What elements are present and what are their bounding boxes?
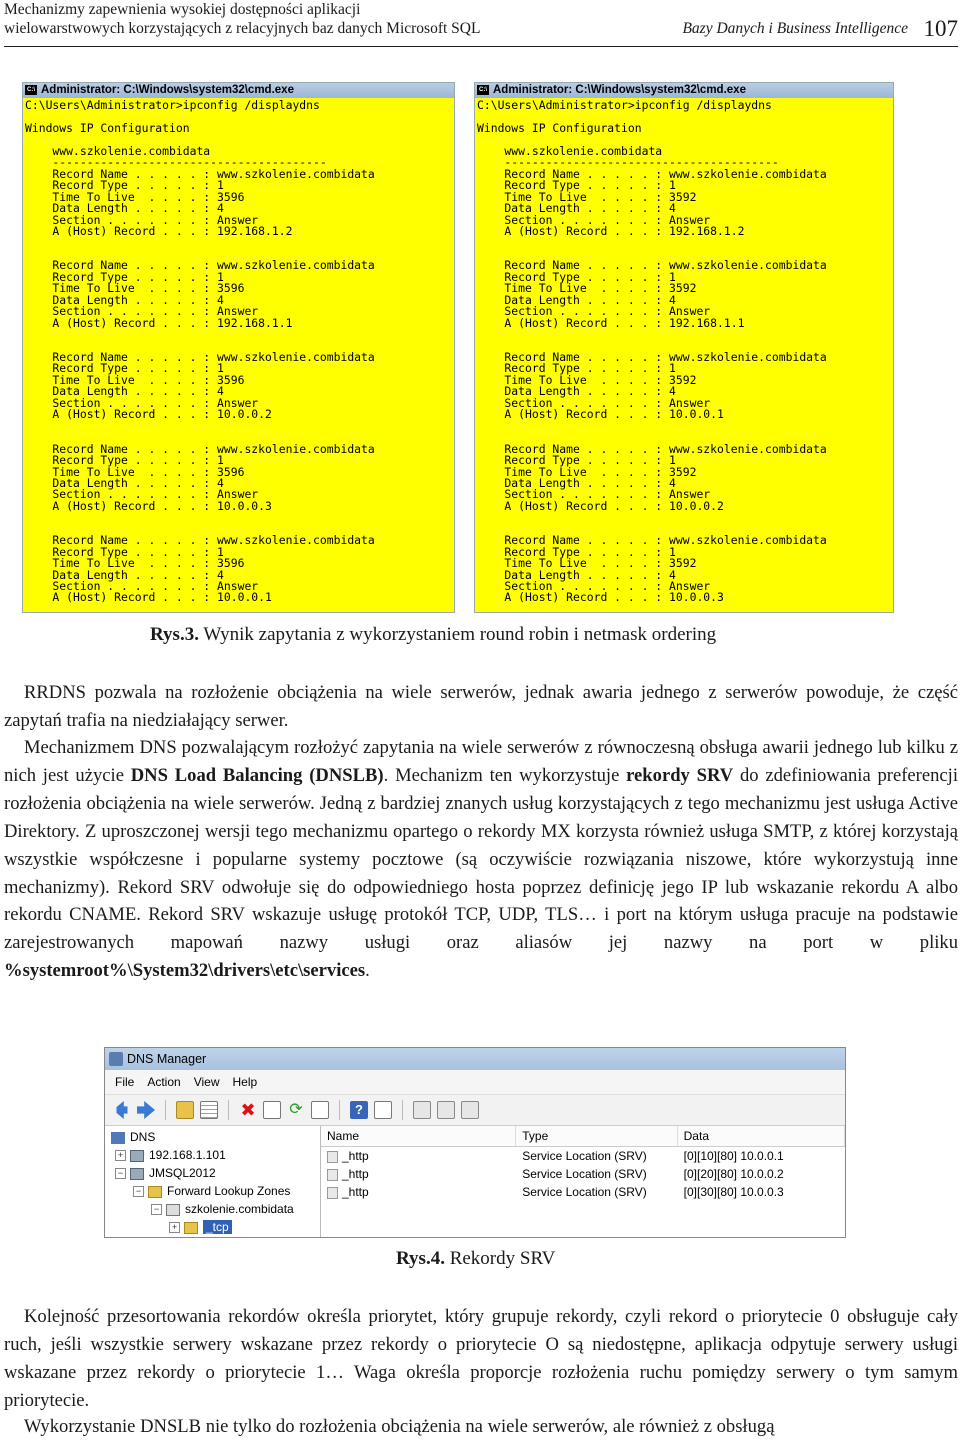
record-type: Service Location (SRV) [522, 1167, 647, 1181]
header-title-line1: Mechanizmy zapewnienia wysokiej dostępności aplikacji [4, 1, 361, 18]
column-name[interactable]: Name [321, 1126, 516, 1146]
paragraph-priority: Kolejność przesortowania rekordów określa priorytet, który grupuje rekordy, czyli rekord o priorytecie 0 obsługuje cały ruch, jeśli wszystkie serwery wskazane przez rekordy o priorytecie O są niedostępne, aplikacja odpytuje serwery usługi wskazane przez rekordy o priorytecie 1… Waga określa proporcje rozłożenia ruchu pomiędzy serwery o tym samym priorytecie. [4, 1306, 958, 1411]
menu-view[interactable]: View [193, 1075, 220, 1089]
dns-icon [111, 1132, 125, 1144]
paragraph-text: Mechanizmem DNS pozwalającym rozłożyć zapytania na wiele serwerów z równoczesną obsługa awarii jednego lub kilku z nich jest użycie [4, 737, 958, 786]
cmd-icon: C:\ [479, 87, 487, 93]
record-type: Service Location (SRV) [522, 1185, 647, 1199]
content-panes [105, 1126, 845, 1237]
cmd-title-bar [23, 83, 454, 98]
dns-manager-title: DNS Manager [127, 1052, 207, 1066]
paragraph-text: . [365, 960, 370, 982]
expand-icon[interactable]: + [115, 1150, 126, 1161]
tree-item-tcp[interactable] [169, 1218, 232, 1236]
cmd-output: C:\Users\Administrator>ipconfig /displaydns Windows IP Configuration www.szkolenie.combidata ---------------------------------------- Record Name . . . . . : www.szkolenie.combidata Record Type . . . . . : 1 Time To Live . . . . : 3596 Data Length . . . . . : 4 Section . . . . . . . : Answer A (Host) Record . . . : 192.168.1.2 Record Name . . . . . : www.szkolenie.combidata Record Type . . . . . : 1 Time To Live . . . . : 3596 Data Length . . . . . : 4 Section . . . . . . . : Answer A (Host) Record . . . : 192.168.1.1 Record Name . . . . . : www.szkolenie.combidata Record Type . . . . . : 1 Time To Live . . . . : 3596 Data Length . . . . . : 4 Section . . . . . . . : Answer A (Host) Record . . . : 10.0.0.2 Record Name . . . . . : www.szkolenie.combidata Record Type . . . . . : 1 Time To Live . . . . : 3596 Data Length . . . . . : 4 Section . . . . . . . : Answer A (Host) Record . . . : 10.0.0.3 Record Name . . . . . : www.szkolenie.combidata Record Type . . . . . : 1 Time To Live . . . . : 3596 Data Length . . . . . : 4 Section . . . . . . . : Answer A (Host) Record . . . : 10.0.0.1 [25, 98, 375, 605]
properties-icon[interactable] [263, 1101, 281, 1119]
cmd-output: C:\Users\Administrator>ipconfig /displaydns Windows IP Configuration www.szkolenie.combidata ---------------------------------------- Record Name . . . . . : www.szkolenie.combidata Record Type . . . . . : 1 Time To Live . . . . : 3592 Data Length . . . . . : 4 Section . . . . . . . : Answer A (Host) Record . . . : 192.168.1.2 Record Name . . . . . : www.szkolenie.combidata Record Type . . . . . : 1 Time To Live . . . . : 3592 Data Length . . . . . : 4 Section . . . . . . . : Answer A (Host) Record . . . : 192.168.1.1 Record Name . . . . . : www.szkolenie.combidata Record Type . . . . . : 1 Time To Live . . . . : 3592 Data Length . . . . . : 4 Section . . . . . . . : Answer A (Host) Record . . . : 10.0.0.1 Record Name . . . . . : www.szkolenie.combidata Record Type . . . . . : 1 Time To Live . . . . : 3592 Data Length . . . . . : 4 Section . . . . . . . : Answer A (Host) Record . . . : 10.0.0.2 Record Name . . . . . : www.szkolenie.combidata Record Type . . . . . : 1 Time To Live . . . . : 3592 Data Length . . . . . : 4 Section . . . . . . . : Answer A (Host) Record . . . : 10.0.0.3 [477, 98, 827, 605]
toolbar-separator [165, 1100, 166, 1120]
record-icon [327, 1169, 338, 1181]
toolbar-separator [339, 1100, 340, 1120]
folder-icon [148, 1186, 162, 1198]
tree-label: szkolenie.combidata [185, 1202, 294, 1216]
tree-item-zone[interactable] [151, 1200, 294, 1218]
column-type[interactable]: Type [516, 1126, 677, 1146]
services-path: %systemroot%\System32\drivers\etc\services [4, 960, 366, 982]
record-icon [327, 1151, 338, 1163]
caption-label: Rys.3. [150, 624, 199, 645]
collapse-icon[interactable]: − [115, 1168, 126, 1179]
expand-icon[interactable]: + [169, 1222, 180, 1233]
term-dnslb: DNS Load Balancing (DNSLB) [130, 764, 384, 786]
list-item[interactable] [321, 1165, 845, 1183]
menu-action[interactable]: Action [147, 1075, 181, 1089]
record-type: Service Location (SRV) [522, 1149, 647, 1163]
record-data: [0][30][80] 10.0.0.3 [683, 1185, 784, 1199]
page-number: 107 [923, 16, 958, 41]
tree-label: 192.168.1.101 [149, 1148, 226, 1162]
caption-label: Rys.4. [396, 1248, 445, 1269]
toolbar [105, 1095, 845, 1126]
term-srv: rekordy SRV [626, 764, 734, 786]
server-icon [130, 1168, 144, 1180]
export-list-icon[interactable] [311, 1101, 329, 1119]
toolbar-separator [402, 1100, 403, 1120]
records-list [321, 1126, 845, 1237]
paragraph-rrdns: RRDNS pozwala na rozłożenie obciążenia na wiele serwerów, jednak awaria jednego z serwerów powoduje, że część zapytań trafia na niedziałający serwer. [4, 682, 958, 731]
column-data[interactable]: Data [678, 1126, 845, 1146]
record-icon [327, 1187, 338, 1199]
list-item[interactable] [321, 1147, 845, 1165]
header-title [4, 0, 480, 38]
figure-caption-3 [150, 624, 716, 646]
console-tree [105, 1126, 321, 1237]
menu-help[interactable]: Help [232, 1075, 258, 1089]
paragraph-text: do zdefiniowania preferencji rozłożenia obciążenia na wiele serwerów. Jedną z bardziej znanych usług korzystających z tego mechanizmu jest usługa Active Direktory. Z uproszczonej wersji tego mechanizmu opartego o rekordy MX korzysta również usługa SMTP, z której korzystają wszystkie współczesne i popularne systemy pocztowe (są oczywiście rozwiązania niszowe, które wykorzystują inne mechanizmy). Rekord SRV odwołuje się do odpowiedniego hosta poprzez definicję jego IP lub wskazanie rekordu A albo rekordu CNAME. Rekord SRV wskazuje usługę protokół TCP, UDP, TLS… i port na którym usługa pracuje na podstawie zarejestrowanych mapowań nazwy usługi oraz aliasów jej nazwy na port w pliku [4, 764, 959, 954]
tree-label: JMSQL2012 [149, 1166, 216, 1180]
back-icon[interactable] [113, 1101, 131, 1119]
paragraph-text: . Mechanizm ten wykorzystuje [383, 764, 627, 786]
tree-label: Forward Lookup Zones [167, 1184, 291, 1198]
cmd-window-right [474, 82, 894, 613]
caption-text: Rekordy SRV [444, 1248, 556, 1269]
record-data: [0][20][80] 10.0.0.2 [683, 1167, 784, 1181]
list-header [321, 1126, 845, 1147]
cmd-title-bar [475, 83, 893, 98]
record-data: [0][10][80] 10.0.0.1 [683, 1149, 784, 1163]
server-icon [130, 1150, 144, 1162]
collapse-icon[interactable]: − [151, 1204, 162, 1215]
menu-file[interactable]: File [115, 1075, 135, 1089]
help-icon[interactable]: ? [350, 1101, 368, 1119]
action-pane-icon[interactable] [374, 1101, 392, 1119]
dns-manager-title-bar [105, 1048, 845, 1070]
refresh-icon[interactable]: ⟳ [289, 1101, 303, 1118]
record-icon[interactable] [437, 1101, 455, 1119]
zone-icon [166, 1204, 180, 1216]
journal-name: Bazy Danych i Business Intelligence [682, 20, 908, 37]
paragraph-dnslb [4, 734, 958, 985]
cmd-window-left [22, 82, 455, 613]
cmd-title-text: Administrator: C:\Windows\system32\cmd.exe [41, 84, 294, 96]
folder-icon [184, 1222, 198, 1234]
header-divider [4, 46, 958, 47]
forward-icon[interactable] [137, 1101, 155, 1119]
figure-caption-4 [396, 1248, 555, 1270]
toolbar-separator [228, 1100, 229, 1120]
tree-label-selected: _tcp [203, 1220, 232, 1234]
tree-item-jmsql2012[interactable] [115, 1164, 216, 1182]
record-alt-icon[interactable] [461, 1101, 479, 1119]
tree-item-server-ip[interactable] [115, 1146, 226, 1164]
delete-icon[interactable]: ✖ [240, 1100, 256, 1120]
record-name: _http [342, 1149, 369, 1163]
server-icon[interactable] [413, 1101, 431, 1119]
dns-manager-window [104, 1047, 846, 1238]
tree-item-dns[interactable] [111, 1128, 155, 1146]
show-tree-icon[interactable] [200, 1101, 218, 1119]
tree-label: DNS [130, 1130, 156, 1144]
cmd-title-text: Administrator: C:\Windows\system32\cmd.exe [493, 84, 746, 96]
caption-text: Wynik zapytania z wykorzystaniem round robin i netmask ordering [198, 624, 717, 645]
up-folder-icon[interactable] [176, 1101, 194, 1119]
paragraph-dnslb-usage: Wykorzystanie DNSLB nie tylko do rozłożenia obciążenia na wiele serwerów, ale również z obsługą [24, 1416, 775, 1437]
header-title-line2: wielowarstwowych korzystających z relacyjnych baz danych Microsoft SQL [4, 20, 481, 37]
record-name: _http [342, 1185, 369, 1199]
menu-bar [105, 1070, 845, 1095]
tree-item-forward-zones[interactable] [133, 1182, 290, 1200]
list-item[interactable] [321, 1183, 845, 1201]
dns-manager-icon [109, 1052, 123, 1066]
page-header [4, 0, 958, 44]
cmd-icon: C:\ [27, 87, 35, 93]
collapse-icon[interactable]: − [133, 1186, 144, 1197]
record-name: _http [342, 1167, 369, 1181]
